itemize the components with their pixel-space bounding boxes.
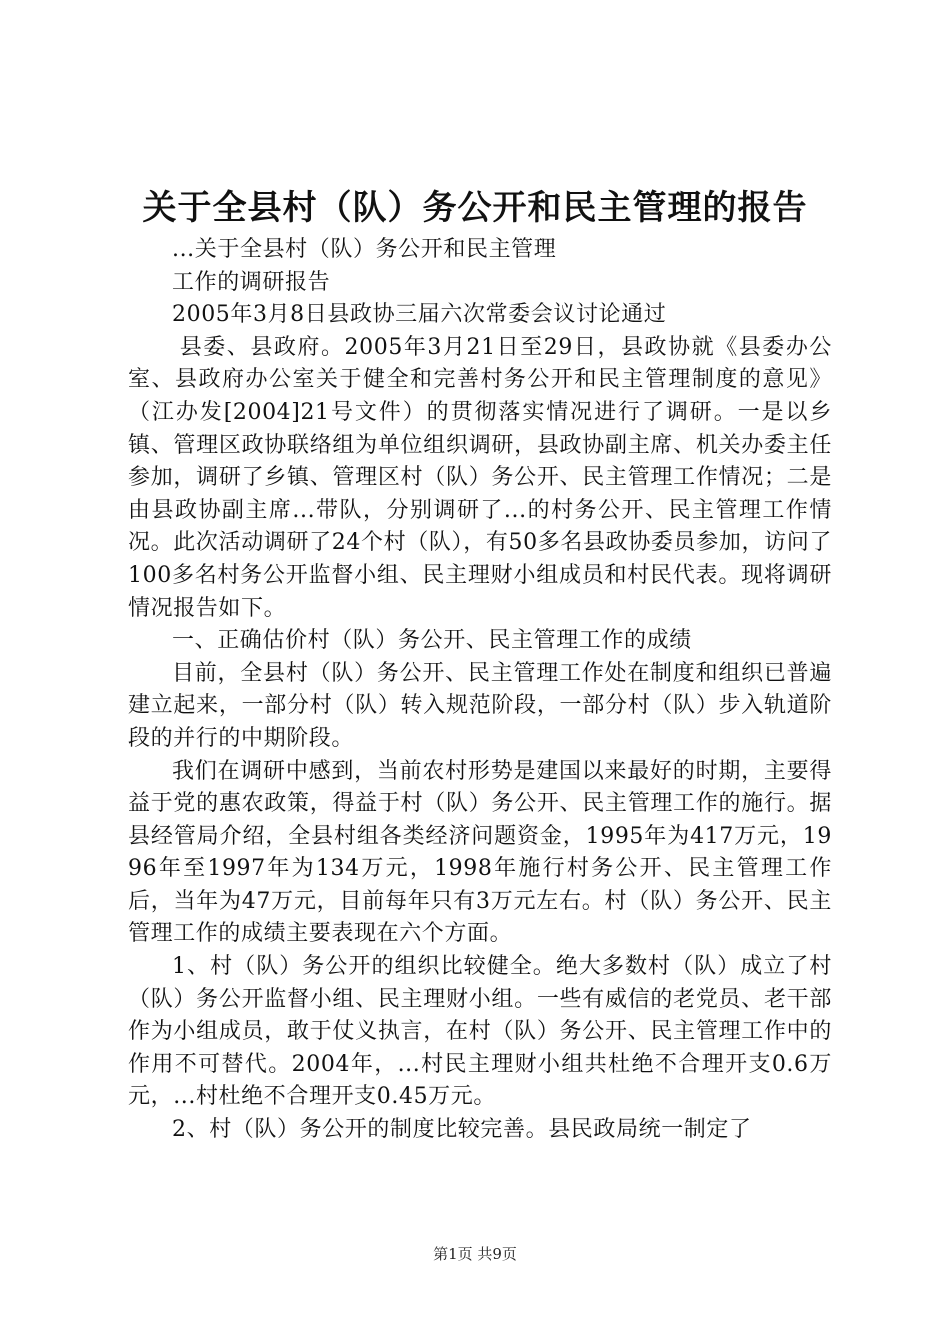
subtitle-line-2: 工作的调研报告: [172, 269, 331, 295]
body-paragraph: 目前，全县村（队）务公开、民主管理工作处在制度和组织已普遍建立起来，一部分村（队）转入规范阶段，一部分村（队）步入轨道阶段的并行的中期阶段。: [128, 660, 832, 751]
document-title: 关于全县村（队）务公开和民主管理的报告: [142, 188, 808, 228]
subtitle-line-1: ...关于全县村（队）务公开和民主管理: [172, 237, 557, 262]
page-footer: 第1页 共9页: [433, 1245, 517, 1263]
body-paragraph: 我们在调研中感到，当前农村形势是建国以来最好的时期，主要得益于党的惠农政策，得益于村（队）务公开、民主管理工作的施行。据县经管局介绍，全县村组各类经济问题资金，1995年为417万元，1996年至1997年为134万元，1998年施行村务公开、民主管理工作后，当年为47万元，目前每年只有3万元左右。村（队）务公开、民主管理工作的成绩主要表现在六个方面。: [128, 758, 832, 947]
approval-note: 2005年3月8日县政协三届六次常委会议讨论通过: [172, 302, 667, 328]
section-heading-1: 一、正确估价村（队）务公开、民主管理工作的成绩: [172, 628, 692, 654]
document-body: [128, 234, 832, 1147]
numbered-paragraph-1: 1、村（队）务公开的组织比较健全。绝大多数村（队）成立了村（队）务公开监督小组、民主理财小组。一些有威信的老党员、老干部作为小组成员，敢于仗义执言，在村（队）务公开、民主管理工作中的作用不可替代。2004年，...村民主理财小组共杜绝不合理开支0.6万元，...村杜绝不合理开支0.45万元。: [128, 954, 832, 1110]
numbered-paragraph-2: 2、村（队）务公开的制度比较完善。县民政局统一制定了: [172, 1117, 752, 1143]
intro-paragraph: 县委、县政府。2005年3月21日至29日，县政协就《县委办公室、县政府办公室关于健全和完善村务公开和民主管理制度的意见》（江办发[2004]21号文件）的贯彻落实情况进行了调研。一是以乡镇、管理区政协联络组为单位组织调研，县政协副主席、机关办委主任参加，调研了乡镇、管理区村（队）务公开、民主管理工作情况；二是由县政协副主席...带队，分别调研了...的村务公开、民主管理工作情况。此次活动调研了24个村（队），有50多名县政协委员参加，访问了100多名村务公开监督小组、民主理财小组成员和村民代表。现将调研情况报告如下。: [128, 334, 832, 621]
